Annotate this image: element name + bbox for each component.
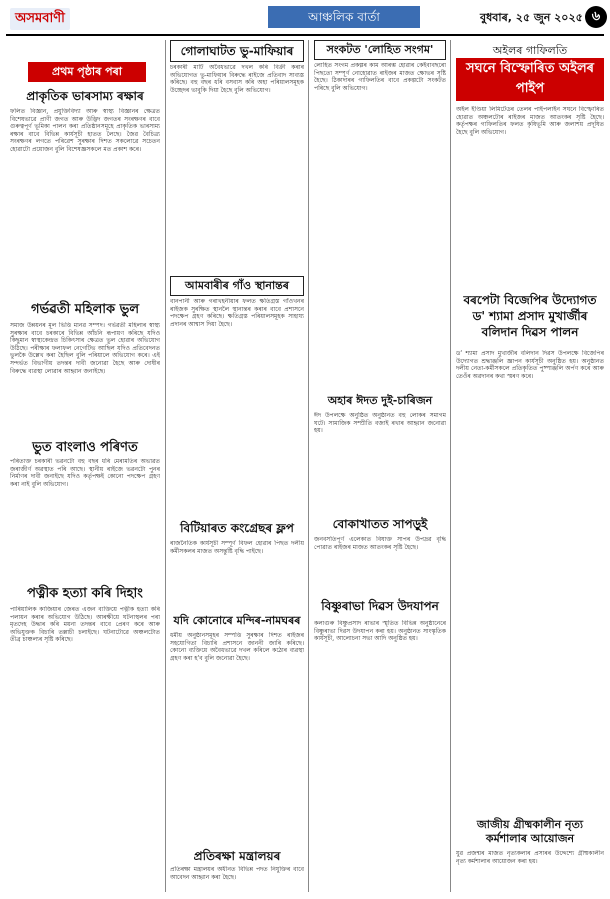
headline: যদি কোনোৰে মন্দিৰ-নামঘৰৰ — [173, 614, 301, 627]
headline: বোকাখাতত সাপড়ুই — [332, 517, 428, 531]
article-body: অইল ইণ্ডিয়া লিমিটেডৰ তেলৰ পাইপলাইন সঘনে বিস্ফোৰিত হোৱাত অঞ্চলটোৰ ৰাইজৰ মাজত আতংকৰ সৃষ্টি হৈছে। কৰ্তৃপক্ষৰ গাফিলতিৰ ফলত কৃষিভূমি আৰু জলাশয় প্ৰদূষিত হৈছে বুলি অভিযোগ। — [456, 106, 604, 136]
article-body: প্ৰতিৰক্ষা মন্ত্ৰালয়ৰ অধীনত বিভিন্ন পদত নিযুক্তিৰ বাবে আবেদন আহ্বান কৰা হৈছে। — [170, 866, 304, 881]
article-body: ঈদ উপলক্ষে অনুষ্ঠিত অনুষ্ঠানত বহু লোকৰ সমাগম ঘটে। সামাজিক সম্প্ৰীতি বজাই ৰখাৰ আহ্বান জনোৱা হয়। — [314, 412, 446, 435]
headline: অহাৰ ঈদত দুই-চাৰিজন — [327, 394, 433, 407]
continued-banner: প্ৰথম পৃষ্ঠাৰ পৰা — [28, 62, 146, 82]
page-number: ৬ — [585, 6, 607, 28]
article-body: লোহিত সংগম প্ৰকল্পৰ কাম আৰম্ভ হোৱাৰ কেইবাবছৰো পিছতো সম্পূৰ্ণ নোহোৱাত ৰাইজৰ মাজত ক্ষোভৰ সৃষ্টি হৈছে। ঠিকাদাৰৰ গাফিলতিৰ বাবে প্ৰকল্পটো সংকটত পৰিছে বুলি অভিযোগ। — [314, 62, 446, 92]
lead-headline: সঘনে বিস্ফোৰিত অইলৰ পাইপ — [456, 58, 604, 101]
headline: সংকটত 'লোহিত সংগম' — [314, 40, 446, 60]
headline: বিষ্ণুৰাভা দিৱস উদযাপন — [321, 599, 439, 613]
headline: প্ৰতিৰক্ষা মন্ত্ৰালয়ৰ — [193, 849, 281, 863]
section-title: আঞ্চলিক বাৰ্তা — [268, 6, 420, 28]
headline: বৰপেটা বিজেপিৰ উদ্যোগত ড' শ্যামা প্ৰসাদ মুখাৰ্জীৰ বলিদান দিৱস পালন — [463, 293, 597, 339]
newspaper-logo: অসমবাণী — [10, 8, 70, 30]
headline: জাজীয় গ্ৰীষ্মকালীন নৃত্য কৰ্মশালাৰ আয়োজন — [476, 818, 584, 845]
article-body: ৰাজনৈতিক কাৰ্যসূচী সম্পূৰ্ণ বিফল হোৱাৰ পিছত দলীয় কৰ্মীসকলৰ মাজত অসন্তুষ্টি বৃদ্ধি পাইছে। — [170, 540, 304, 555]
article-body: বানপানী আৰু গৰাখহনীয়াৰ ফলত ক্ষতিগ্ৰস্ত গাঁওখনৰ ৰাইজক সুৰক্ষিত স্থানলৈ স্থানান্তৰ কৰাৰ বাবে প্ৰশাসনে পদক্ষেপ গ্ৰহণ কৰিছে। ক্ষতিগ্ৰস্ত পৰিয়ালসমূহক সাহায্য প্ৰদানৰ আশ্বাস দিয়া হৈছে। — [170, 298, 304, 328]
headline: পত্নীক হত্যা কৰি দিহাং — [27, 586, 143, 601]
column-divider — [308, 40, 309, 892]
headline: গৰ্ভৱতী মহিলাক ভুল — [30, 302, 140, 317]
headline: আমবাৰীৰ গাঁও স্থানান্তৰ — [170, 276, 304, 296]
article-body: ড' শ্যামা প্ৰসাদ মুখাৰ্জীৰ বলিদান দিৱস উপলক্ষে বিজেপিৰ উদ্যোগত শ্ৰদ্ধাঞ্জলি জ্ঞাপন কাৰ্যসূচী অনুষ্ঠিত হয়। অনুষ্ঠানত দলীয় নেতা-কৰ্মীসকলে প্ৰতিকৃতিত পুষ্পাঞ্জলি অৰ্পণ কৰে আৰু তেওঁৰ অৱদানৰ কথা স্মৰণ কৰে। — [456, 350, 604, 380]
headline: গোলাঘাটত ভু-মাফিয়াৰ — [170, 40, 304, 62]
headline: বিটিয়াৰত কংগ্ৰেছৰ ফ্লপ — [180, 521, 294, 535]
column-divider — [165, 40, 166, 892]
headline: প্ৰাকৃতিক ভাৰসাম্য ৰক্ষাৰ — [26, 89, 144, 103]
kicker: অইলৰ গাফিলতি — [492, 44, 568, 57]
article-body: যুৱ প্ৰজন্মৰ মাজত নৃত্যকলাৰ প্ৰসাৰৰ উদ্দেশ্যে গ্ৰীষ্মকালীন নৃত্য কৰ্মশালাৰ আয়োজন কৰা হয়। — [456, 850, 604, 865]
dateline: বুধবাৰ, ২৫ জুন ২০২৫ — [480, 11, 583, 24]
article-body: কলাগুৰু বিষ্ণুপ্ৰসাদ ৰাভাৰ স্মৃতিত বিভিন্ন অনুষ্ঠানেৰে বিষ্ণুৰাভা দিৱস উদযাপন কৰা হয়। অনুষ্ঠানত সাংস্কৃতিক কাৰ্যসূচী, আলোচনা সভা আদি অনুষ্ঠিত হয়। — [314, 620, 446, 643]
article-body: সমাজ উন্নয়নৰ মূল ভিত্তি মানৱ সম্পদ। গৰ্ভৱতী মহিলাৰ স্বাস্থ্য সুৰক্ষাৰ বাবে চৰকাৰে বিভিন্ন আঁচনি ৰূপায়ণ কৰিছে যদিও কিছুমান স্বাস্থ্যকেন্দ্ৰত চিকিৎসাৰ ক্ষেত্ৰত ভুল হোৱাৰ অভিযোগ উঠিছে। পৰীক্ষাৰ ফলাফল নেগেটিভ আছিল যদিও প্ৰতিবেদনত ভুলকৈ উল্লেখ কৰা হৈছিল বুলি পৰিয়ালে অভিযোগ কৰে। এই সন্দৰ্ভত বিভাগীয় তদন্তৰ দাবী জনোৱা হৈছে আৰু দোষীৰ বিৰুদ্ধে ব্যৱস্থা লোৱাৰ আহ্বান জনাইছে। — [10, 322, 160, 375]
article-body: পাৰিয়ালিক কাজিয়াৰ জেৰত এজন ব্যক্তিয়ে পত্নীক হত্যা কৰি পলায়ন কৰাৰ অভিযোগ উঠিছে। আৰক্ষীয়ে ঘটনাস্থলৰ পৰা মৃতদেহ উদ্ধাৰ কৰি ময়না তদন্তৰ বাবে প্ৰেৰণ কৰে আৰু অভিযুক্তক বিচাৰি তল্লাচী চলাইছে। ঘটনাটোৱে অঞ্চলটোত তীব্ৰ চাঞ্চল্যৰ সৃষ্টি কৰিছে। — [10, 606, 160, 644]
article-body: পৰিত্যক্ত চৰকাৰী ভৱনটো বহু বছৰ ধৰি মেৰামতিৰ অভাৱত জৰাজীৰ্ণ অৱস্থাত পৰি আছে। স্থানীয় ৰাইজে ভৱনটো পুনৰ নিৰ্মাণৰ দাবী জনাইছে যদিও কৰ্তৃপক্ষই কোনো পদক্ষেপ গ্ৰহণ কৰা নাই বুলি অভিযোগ। — [10, 458, 160, 488]
column-divider — [450, 40, 451, 892]
article-body: ফলিত বিজ্ঞান, প্ৰযুক্তিবিদ্যা আৰু স্বাস্থ্য বিজ্ঞানৰ ক্ষেত্ৰত বিশেষভাৱে প্ৰাণী জগত আৰু উদ্ভিদ জগতৰ সংৰক্ষণৰ বাবে গুৰুত্বপূৰ্ণ ভূমিকা পালন কৰা প্ৰতিষ্ঠানসমূহে প্ৰাকৃতিক ভাৰসাম্য ৰক্ষাৰ বাবে বিভিন্ন কাৰ্যসূচী হাতত লৈছে। জৈৱ বৈচিত্ৰ্য সংৰক্ষণৰ লগতে পৰিৱেশ সুৰক্ষাৰ দিশত সকলোৱে সচেতন হোৱাটো প্ৰয়োজন বুলি বিশেষজ্ঞসকলে মত প্ৰকাশ কৰে। — [10, 108, 160, 153]
article-body: ধৰ্মীয় অনুষ্ঠানসমূহৰ সম্পত্তি সুৰক্ষাৰ দিশত ৰাইজৰ সহযোগিতা বিচাৰি প্ৰশাসনে জাননী জাৰি কৰিছে। কোনো ব্যক্তিয়ে অবৈধভাৱে দখল কৰিলে কঠোৰ ব্যৱস্থা গ্ৰহণ কৰা হ'ব বুলি জনোৱা হৈছে। — [170, 632, 304, 662]
article-body: জনবসতিপূৰ্ণ এলেকাত বিষাক্ত সাপৰ উপদ্ৰৱ বৃদ্ধি পোৱাত ৰাইজৰ মাজত আতংকৰ সৃষ্টি হৈছে। — [314, 536, 446, 551]
article-body: চৰকাৰী মাটি অবৈধভাৱে দখল কৰি বিক্ৰী কৰাৰ অভিযোগত ভু-মাফিয়াৰ বিৰুদ্ধে ৰাইজে প্ৰতিবাদ সাব্যস্ত কৰিছে। বহু বছৰ ধৰি বসবাস কৰি অহা পৰিয়ালসমূহক উচ্ছেদৰ ভাবুকি দিয়া হৈছে বুলি অভিযোগ। — [170, 64, 304, 94]
masthead-rule — [6, 34, 604, 36]
headline: ভুত বাংলাও পৰিণত — [32, 440, 138, 455]
